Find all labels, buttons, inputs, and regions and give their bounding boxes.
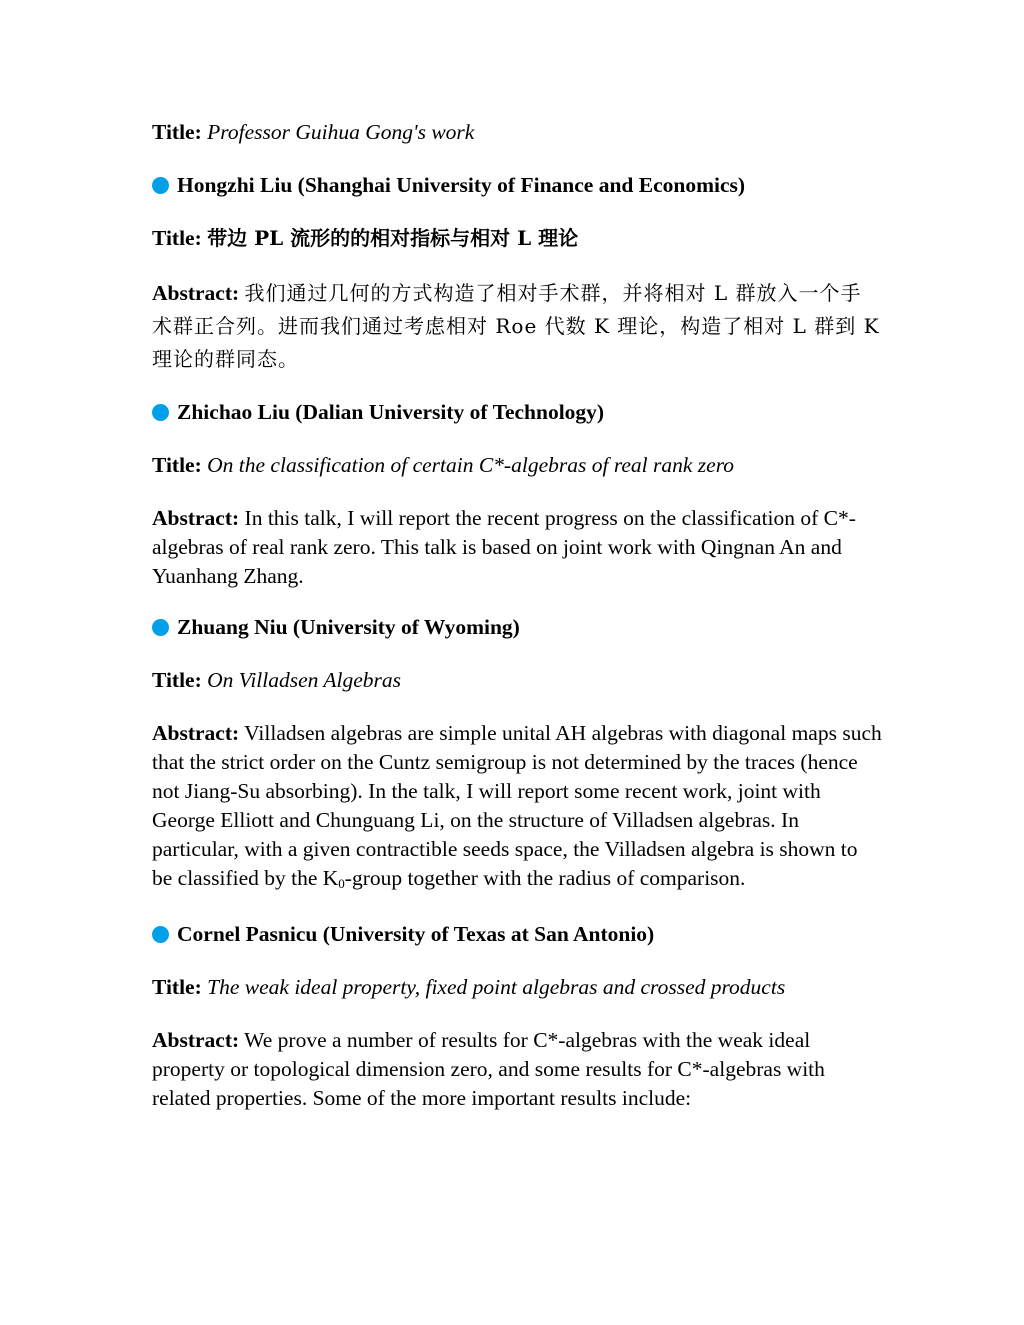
speaker-name: Zhichao Liu (Dalian University of Technology) [177, 400, 605, 424]
title-label: Title: [152, 453, 202, 477]
abstract-subscript: 0 [338, 876, 345, 891]
bullet-icon [152, 404, 169, 421]
talk-title-line [152, 451, 882, 480]
abstract-label: Abstract: [152, 1028, 240, 1052]
abstract [152, 719, 882, 898]
title-label: Title: [152, 120, 202, 144]
bullet-icon [152, 177, 169, 194]
speaker-line [152, 398, 882, 427]
abstract-text: 我们通过几何的方式构造了相对手术群，并将相对 L 群放入一个手术群正合列。进而我们通过考虑相对 Roe 代数 K 理论，构造了相对 L 群到 K 理论的群同态。 [152, 281, 880, 371]
title-label: Title: [152, 668, 202, 692]
abstract [152, 1026, 882, 1113]
talk-title-line [152, 118, 882, 147]
abstract-label: Abstract: [152, 721, 240, 745]
abstract-text: In this talk, I will report the recent progress on the classification of C*-algebras of real rank zero. This talk is based on joint work with Qingnan An and Yuanhang Zhang. [152, 506, 856, 588]
document-page [152, 118, 882, 1135]
abstract-text-part-1: Villadsen algebras are simple unital AH algebras with diagonal maps such that the strict order on the Cuntz semigroup is not determined by the traces (hence not Jiang-Su absorbing). In the talk, I will report some recent work, joint with George Elliott and Chunguang Li, on the structure of Villadsen algebras. In particular, with a given contractible seeds space, the Villadsen algebra is shown to be classified by the K [152, 721, 882, 890]
speaker-name: Zhuang Niu (University of Wyoming) [177, 615, 520, 639]
talk-title: Professor Guihua Gong's work [207, 120, 475, 144]
speaker-name: Cornel Pasnicu (University of Texas at San Antonio) [177, 922, 655, 946]
abstract [152, 277, 882, 376]
talk-title-line [152, 224, 882, 253]
talk-title: On Villadsen Algebras [207, 668, 402, 692]
abstract [152, 504, 882, 591]
abstract-label: Abstract: [152, 506, 240, 530]
talk-title: The weak ideal property, fixed point algebras and crossed products [207, 975, 786, 999]
talk-title-line [152, 666, 882, 695]
abstract-text-part-2: -group together with the radius of comparison. [344, 866, 746, 890]
talk-title: On the classification of certain C*-algebras of real rank zero [207, 453, 735, 477]
abstract-label: Abstract: [152, 281, 240, 305]
title-label: Title: [152, 975, 202, 999]
title-label: Title: [152, 226, 202, 250]
speaker-name: Hongzhi Liu (Shanghai University of Finance and Economics) [177, 173, 746, 197]
speaker-line [152, 613, 882, 642]
talk-title: 带边 PL 流形的的相对指标与相对 L 理论 [207, 226, 579, 250]
speaker-line [152, 171, 882, 200]
bullet-icon [152, 926, 169, 943]
speaker-line [152, 920, 882, 949]
talk-title-line [152, 973, 882, 1002]
bullet-icon [152, 619, 169, 636]
abstract-text: We prove a number of results for C*-algebras with the weak ideal property or topological dimension zero, and some results for C*-algebras with related properties. Some of the more important results include: [152, 1028, 825, 1110]
